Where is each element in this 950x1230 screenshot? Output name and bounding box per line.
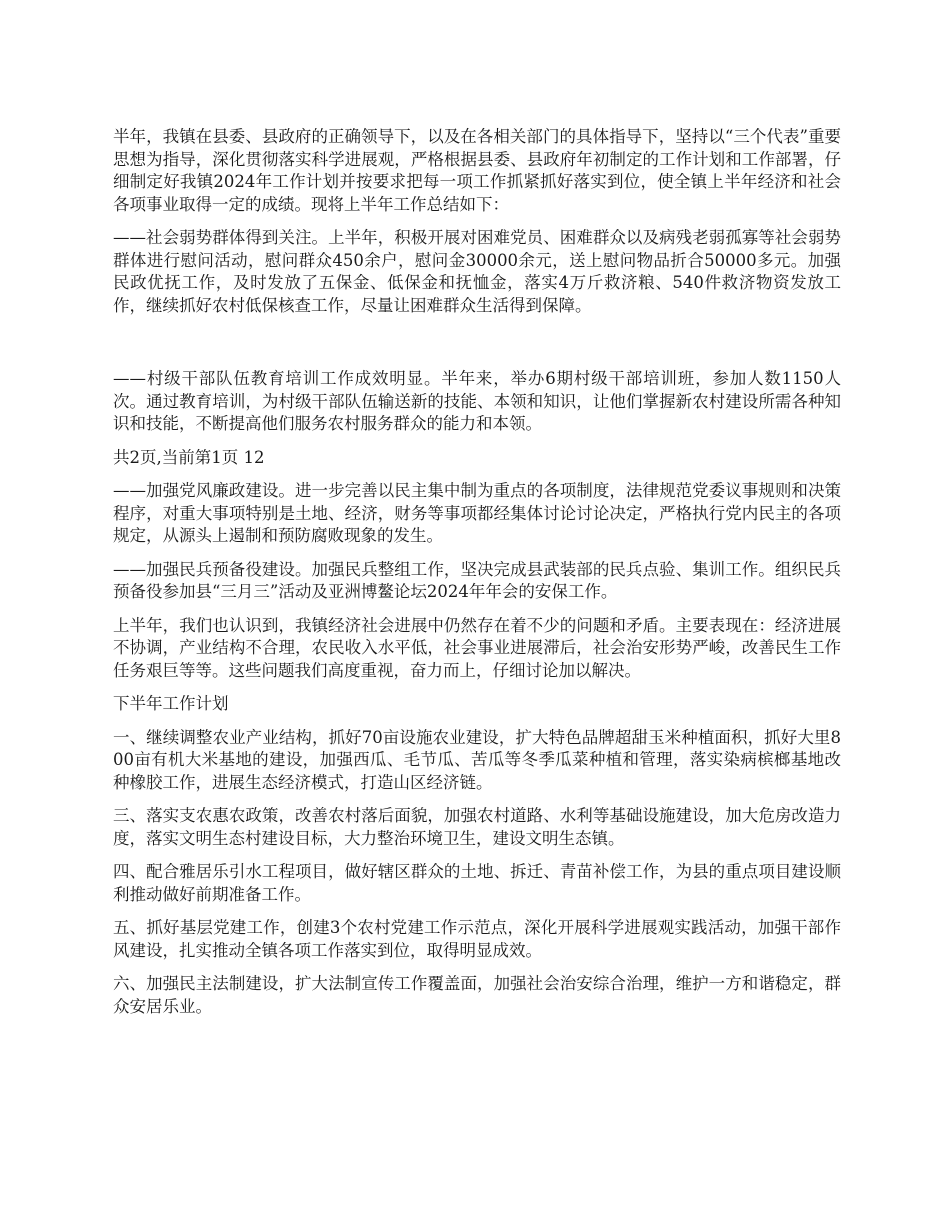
section-heading: 下半年工作计划 [113,694,229,713]
vulnerable-groups-paragraph: ——社会弱势群体得到关注。上半年，积极开展对困难党员、困难群众以及病残老弱孤寡等社会弱势群体进行慰问活动，慰问群众450余户，慰问金30000余元，送上慰问物品折合50000多元。加强民政优抚工作，及时发放了五保金、低保金和抚恤金，落实4万斤救济粮、540件救济物资发放工作，继续抓好农村低保核查工作，尽量让困难群众生活得到保障。 [113,228,841,315]
cadre-training-paragraph: ——村级干部队伍教育培训工作成效明显。半年来，举办6期村级干部培训班，参加人数1150人次。通过教育培训，为村级干部队伍输送新的技能、本领和知识，让他们掌握新农村建设所需各种知识和技能，不断提高他们服务农村服务群众的能力和本领。 [113,369,841,433]
plan-item-3: 三、落实支农惠农政策，改善农村落后面貌，加强农村道路、水利等基础设施建设，加大危房改造力度，落实文明生态村建设目标，大力整治环境卫生，建设文明生态镇。 [113,806,841,848]
plan-item-6: 六、加强民主法制建设，扩大法制宣传工作覆盖面，加强社会治安综合治理，维护一方和谐稳定，群众安居乐业。 [113,974,841,1016]
party-conduct-paragraph: ——加强党风廉政建设。进一步完善以民主集中制为重点的各项制度，法律规范党委议事规则和决策程序，对重大事项特别是土地、经济，财务等事项都经集体讨论讨论决定，严格执行党内民主的各项规定，从源头上遏制和预防腐败现象的发生。 [113,481,841,545]
paragraph-spacer [113,328,841,368]
intro-paragraph: 半年，我镇在县委、县政府的正确领导下，以及在各相关部门的具体指导下，坚持以“三个代表”重要思想为指导，深化贯彻落实科学进展观，严格根据县委、县政府年初制定的工作计划和工作部署，仔细制定好我镇2024年工作计划并按要求把每一项工作抓紧抓好落实到位，使全镇上半年经济和社会各项事业取得一定的成绩。现将上半年工作总结如下： [113,127,841,214]
plan-item-4: 四、配合雅居乐引水工程项目，做好辖区群众的土地、拆迁、青苗补偿工作，为县的重点项目建设顺利推动做好前期准备工作。 [113,862,841,904]
plan-item-5: 五、抓好基层党建工作，创建3个农村党建工作示范点，深化开展科学进展观实践活动，加强干部作风建设，扎实推动全镇各项工作落实到位，取得明显成效。 [113,918,841,960]
document-page [113,126,841,1029]
militia-paragraph: ——加强民兵预备役建设。加强民兵整组工作，坚决完成县武装部的民兵点验、集训工作。组织民兵预备役参加县“三月三”活动及亚洲博鳌论坛2024年年会的安保工作。 [113,559,841,601]
page-indicator: 共2页,当前第1页 12 [113,447,265,467]
problems-paragraph: 上半年，我们也认识到，我镇经济社会进展中仍然存在着不少的问题和矛盾。主要表现在：经济进展不协调，产业结构不合理，农民收入水平低，社会事业进展滞后，社会治安形势严峻，改善民生工作任务艰巨等等。这些问题我们高度重视，奋力而上，仔细讨论加以解决。 [113,615,841,680]
plan-item-1: 一、继续调整农业产业结构，抓好70亩设施农业建设，扩大特色品牌超甜玉米种植面积，抓好大里800亩有机大米基地的建设，加强西瓜、毛节瓜、苦瓜等冬季瓜菜种植和管理，落实染病槟榔基地改种橡胶工作，进展生态经济模式，打造山区经济链。 [113,727,841,792]
